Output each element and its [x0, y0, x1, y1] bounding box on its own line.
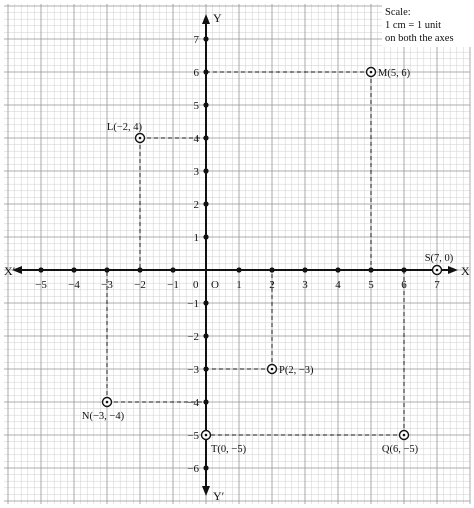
- origin-y-label: 0: [193, 279, 199, 291]
- y-tick-dot: [203, 135, 208, 140]
- point-label: T(0, −5): [211, 444, 247, 455]
- y-tick-label: −5: [187, 430, 199, 442]
- y-tick-label: −1: [187, 298, 199, 310]
- x-tick-dot: [170, 267, 175, 272]
- origin-label: O: [211, 279, 219, 291]
- x-axis-arrow-right: [448, 266, 458, 274]
- x-axis-label-positive: X: [461, 264, 470, 278]
- x-tick-dot: [38, 267, 43, 272]
- y-tick-label: −2: [187, 331, 199, 343]
- y-tick-dot: [203, 366, 208, 371]
- plotted-points: [82, 68, 454, 456]
- x-tick-dot: [401, 267, 406, 272]
- x-tick-label: 1: [236, 279, 242, 291]
- major-grid: [4, 4, 470, 504]
- x-tick-label: 5: [368, 279, 374, 291]
- x-tick-label: −4: [68, 279, 80, 291]
- y-tick-label: 7: [193, 34, 199, 46]
- x-tick-label: 3: [302, 279, 308, 291]
- x-tick-dot: [335, 267, 340, 272]
- y-tick-dot: [203, 465, 208, 470]
- y-tick-label: 5: [193, 100, 199, 112]
- y-tick-label: 3: [193, 166, 199, 178]
- x-tick-dot: [269, 267, 274, 272]
- x-tick-dot: [236, 267, 241, 272]
- point-marker-center: [205, 434, 208, 437]
- x-tick-label: −3: [101, 279, 113, 291]
- y-tick-dot: [203, 234, 208, 239]
- y-tick-dot: [203, 102, 208, 107]
- x-axis-label-negative: X′: [4, 264, 16, 278]
- scale-annotation: [382, 4, 474, 47]
- x-tick-label: 2: [269, 279, 275, 291]
- point-label: S(7, 0): [424, 253, 454, 264]
- y-tick-label: 2: [193, 199, 199, 211]
- x-tick-label: −2: [134, 279, 146, 291]
- point-label: M(5, 6): [378, 68, 411, 79]
- point-marker-center: [271, 368, 274, 371]
- x-tick-label: −1: [167, 279, 179, 291]
- y-tick-label: 6: [193, 67, 199, 79]
- scale-value: 1 cm = 1 unit: [385, 20, 442, 31]
- y-tick-label: −3: [187, 364, 199, 376]
- x-tick-label: 4: [335, 279, 341, 291]
- y-tick-dot: [203, 69, 208, 74]
- y-axis-label-negative: Y′: [213, 489, 225, 503]
- point-marker-center: [106, 401, 109, 404]
- point-marker-center: [370, 71, 373, 74]
- point-marker-center: [139, 137, 142, 140]
- point-marker-center: [436, 269, 439, 272]
- x-tick-dot: [302, 267, 307, 272]
- point-label: Q(6, −5): [381, 444, 419, 455]
- x-tick-dot: [368, 267, 373, 272]
- scale-note-axes: on both the axes: [385, 33, 454, 44]
- y-tick-dot: [203, 333, 208, 338]
- x-tick-label: −5: [35, 279, 47, 291]
- y-tick-dot: [203, 399, 208, 404]
- point-label: L(−2, 4): [106, 122, 142, 133]
- y-tick-label: −6: [187, 463, 199, 475]
- x-tick-dot: [71, 267, 76, 272]
- point-marker-center: [403, 434, 406, 437]
- y-tick-dot: [203, 201, 208, 206]
- y-tick-dot: [203, 36, 208, 41]
- point-label: N(−3, −4): [81, 411, 125, 422]
- point-label: P(2, −3): [279, 365, 314, 376]
- y-tick-dot: [203, 168, 208, 173]
- y-tick-dot: [203, 300, 208, 305]
- x-tick-label: 7: [434, 279, 440, 291]
- scale-title: Scale:: [385, 7, 411, 18]
- x-tick-dot: [137, 267, 142, 272]
- y-tick-label: −4: [187, 397, 199, 409]
- y-axis-label-positive: Y: [213, 11, 222, 25]
- x-tick-dot: [104, 267, 109, 272]
- x-tick-label: 6: [401, 279, 407, 291]
- y-tick-label: 4: [193, 133, 199, 145]
- y-tick-label: 1: [193, 232, 199, 244]
